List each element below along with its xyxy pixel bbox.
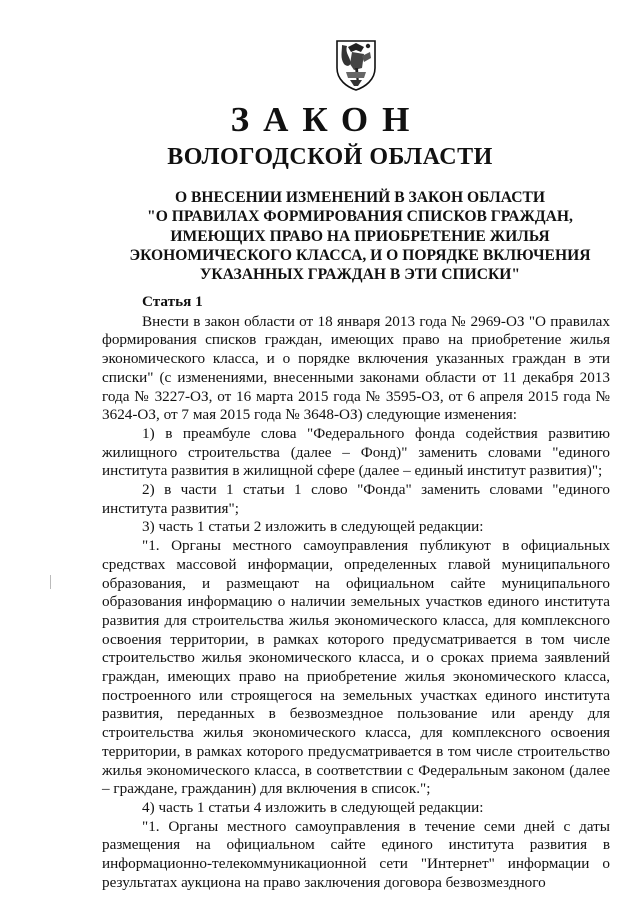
law-title-line: ИМЕЮЩИХ ПРАВО НА ПРИОБРЕТЕНИЕ ЖИЛЬЯ: [170, 227, 550, 245]
law-title: [100, 188, 620, 284]
article-paragraph: "1. Органы местного самоуправления в течение семи дней с даты размещения на официальном сайте единого института развития в информационно-телекоммуникационной сети "Интернет" информации о результатах аукциона на право заключения договора безвозмездного: [102, 817, 610, 891]
scan-mark: [50, 575, 51, 589]
law-title-line: О ВНЕСЕНИИ ИЗМЕНЕНИЙ В ЗАКОН ОБЛАСТИ: [174, 189, 546, 206]
article-heading: Статья 1: [142, 293, 203, 310]
article-body: [102, 293, 610, 893]
law-title-line: "О ПРАВИЛАХ ФОРМИРОВАНИЯ СПИСКОВ ГРАЖДАН,: [147, 208, 573, 226]
law-title-line: ЭКОНОМИЧЕСКОГО КЛАССА, И О ПОРЯДКЕ ВКЛЮЧЕНИЯ: [129, 246, 591, 264]
law-title-line: УКАЗАННЫХ ГРАЖДАН В ЭТИ СПИСКИ": [199, 266, 521, 284]
article-paragraph: 3) часть 1 статьи 2 изложить в следующей редакции:: [142, 518, 484, 536]
law-heading: ЗАКОН: [230, 100, 424, 139]
article-paragraph: "1. Органы местного самоуправления публикуют в официальных средствах массовой информации, определенных главой муниципального образования, и размещают на официальном сайте муниципального образования информацию о наличии земельных участков единого института развития для строительства жилья экономического класса, для комплексного освоения территории, в рамках которого предусматривается в том числе строительство жилья экономического класса, и о сроках приема заявлений граждан, имеющих право на приобретение жилья экономического класса, построенного или строящегося на земельных участках единого института развития, переданных в безвозмездное пользование или аренду для строительства жилья экономического класса, для комплексного освоения территории, в рамках которого предусматривается в том числе строительство жилья экономического класса, в соответствии с Федеральным законом (далее – граждане, гражданин) для включения в список.";: [102, 537, 610, 798]
article-paragraph: Внести в закон области от 18 января 2013 года № 2969-ОЗ "О правилах формирования списков граждан, имеющих право на приобретение жилья экономического класса, и о порядке включения указанных граждан в эти списки" (с изменениями, внесенными законами области от 11 декабря 2013 года № 3227-ОЗ, от 16 марта 2015 года № 3595-ОЗ, от 6 апреля 2015 года № 3624-ОЗ, от 7 мая 2015 года № 3648-ОЗ) следующие изменения:: [102, 312, 610, 424]
article-paragraph: 4) часть 1 статьи 4 изложить в следующей редакции:: [142, 798, 484, 816]
article-paragraph: 1) в преамбуле слова "Федерального фонда содействия развитию жилищного строительства (далее – Фонд)" заменить словами "единого института развития в жилищной сфере (далее – единый институт развития)";: [102, 424, 610, 480]
region-heading: ВОЛОГОДСКОЙ ОБЛАСТИ: [167, 144, 493, 170]
article-paragraph: 2) в части 1 статьи 1 слово "Фонда" заменить словами "единого института развития";: [102, 481, 610, 517]
coat-of-arms-icon: [334, 38, 378, 92]
